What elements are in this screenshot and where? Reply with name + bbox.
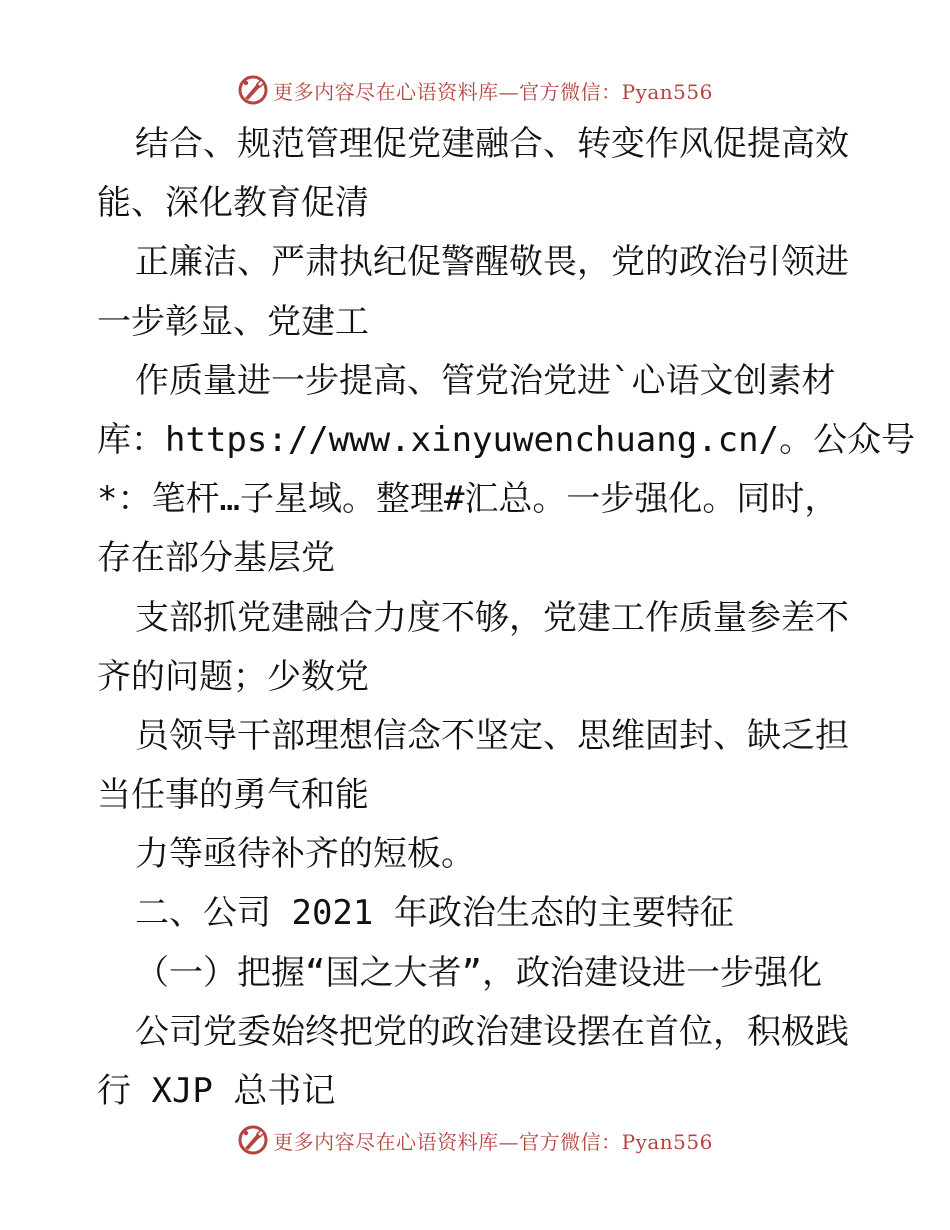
text-line: 库：https://www.xinyuwenchuang.cn/。公众号 bbox=[97, 419, 916, 460]
footer-watermark bbox=[0, 1120, 950, 1160]
text-line: 员领导干部理想信念不坚定、思维固封、缺乏担 bbox=[135, 715, 849, 756]
text-line: 当任事的勇气和能 bbox=[97, 775, 369, 816]
text-line: 存在部分基层党 bbox=[97, 538, 335, 579]
text-line: 行 XJP 总书记 bbox=[97, 1071, 336, 1111]
text-line: 齐的问题；少数党 bbox=[97, 656, 369, 697]
subsection-heading: （一）把握“国之大者”，政治建设进一步强化 bbox=[135, 952, 822, 993]
text-line: 一步彰显、党建工 bbox=[97, 301, 369, 342]
text-line: 正廉洁、严肃执纪促警醒敬畏，党的政治引领进 bbox=[135, 242, 849, 283]
text-line: 能、深化教育促清 bbox=[97, 183, 369, 224]
header-watermark bbox=[0, 70, 950, 110]
document-body bbox=[97, 115, 916, 1121]
text-line: *：笔杆…子星域。整理#汇总。一步强化。同时， bbox=[97, 479, 839, 520]
text-line: 力等亟待补齐的短板。 bbox=[135, 834, 475, 875]
header-watermark-text: 更多内容尽在心语资料库—官方微信：Pyan556 bbox=[273, 79, 713, 104]
text-line: 作质量进一步提高、管党治党进`心语文创素材 bbox=[135, 360, 836, 401]
text-line: 支部抓党建融合力度不够，党建工作质量参差不 bbox=[135, 597, 849, 638]
footer-watermark-text: 更多内容尽在心语资料库—官方微信：Pyan556 bbox=[273, 1129, 713, 1154]
pen-logo-icon bbox=[237, 74, 269, 106]
section-heading: 二、公司 2021 年政治生态的主要特征 bbox=[135, 893, 734, 934]
pen-logo-icon bbox=[237, 1124, 269, 1156]
text-line: 结合、规范管理促党建融合、转变作风促提高效 bbox=[135, 124, 849, 164]
text-line: 公司党委始终把党的政治建设摆在首位，积极践 bbox=[135, 1011, 849, 1052]
